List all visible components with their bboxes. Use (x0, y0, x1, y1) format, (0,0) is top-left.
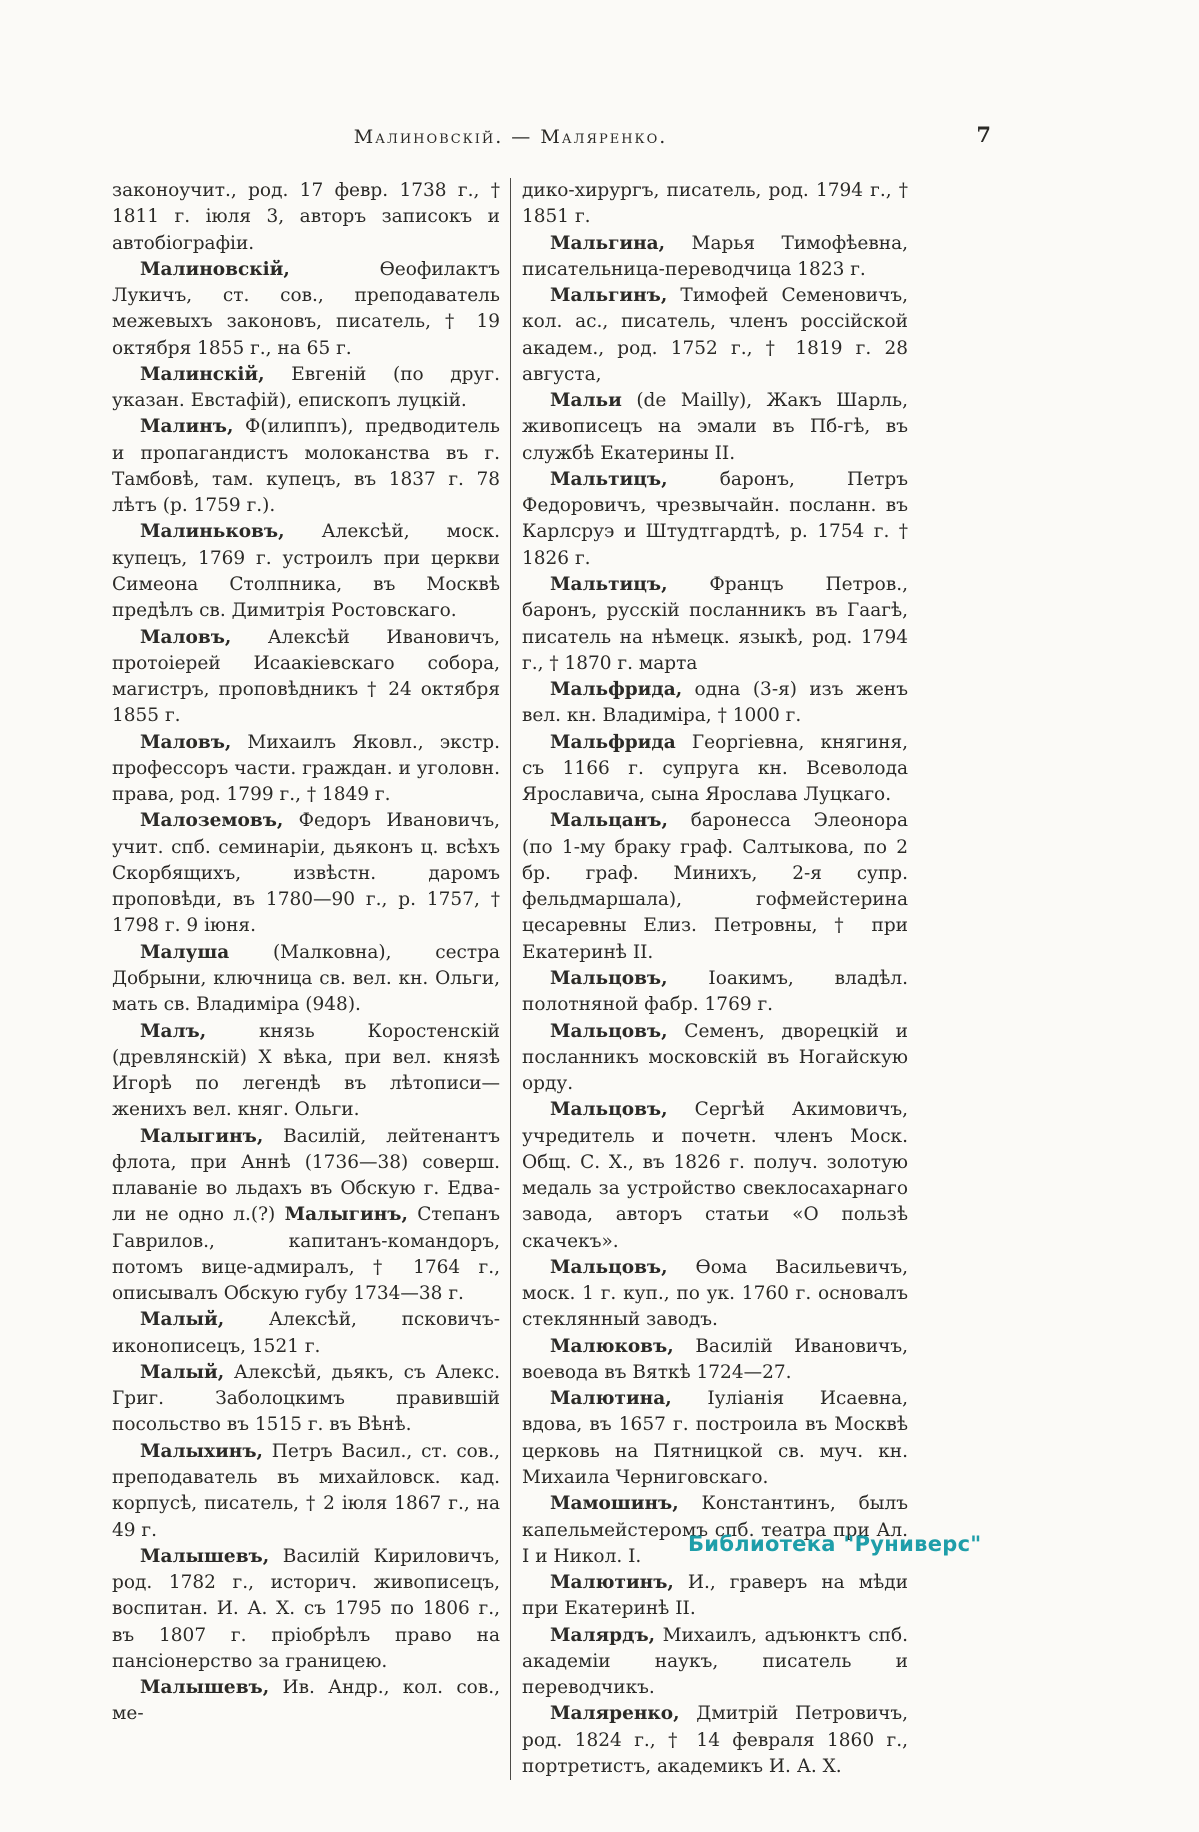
dictionary-entry (522, 467, 908, 572)
entry-text: Алексѣй, дьякъ, съ Алекс. Григ. Заболоцкимъ правившій посольство въ 1515 г. въ Вѣнѣ. (112, 1361, 500, 1436)
dictionary-entry (112, 519, 500, 624)
entry-name: Малыгинъ, (284, 1204, 408, 1226)
entry-text: Евгеній (по друг. указан. Евстафій), епископъ луцкій. (112, 363, 500, 412)
dictionary-entry (522, 1334, 908, 1387)
page-number: 7 (976, 122, 991, 147)
dictionary-entry (522, 1623, 908, 1702)
entry-name: Маляренко, (550, 1703, 680, 1725)
entry-text: баронесса Элеонора (по 1-му браку граф. Салтыкова, по 2 бр. граф. Минихъ, 2-я супр. фельдмаршала), гофмейстерина цесаревны Елиз. Петровны, † при Екатеринѣ II. (522, 810, 908, 963)
entry-name: Мальцовъ, (550, 1020, 668, 1042)
entry-text: одна (3-я) изъ женъ вел. кн. Владиміра, † 1000 г. (522, 679, 908, 727)
entry-name: Малышевъ, (140, 1677, 270, 1699)
library-watermark: Библиотека "Руниверс" (688, 1532, 982, 1556)
entry-name: Малютинъ, (550, 1572, 674, 1594)
running-head: Малиновскій. — Маляренко. (353, 126, 668, 148)
entry-name: Малышевъ, (140, 1545, 270, 1567)
entry-text: Сергѣй Акимовичъ, учредитель и почетн. членъ Моск. Общ. С. Х., въ 1826 г. получ. золотую медаль за устройство свеклосахарнаго завода, авторъ статьи «О пользѣ скачекъ». (522, 1099, 908, 1252)
dictionary-entry (522, 1701, 908, 1780)
entry-text: Дмитрій Петровичъ, род. 1824 г., † 14 февраля 1860 г., портретистъ, академикъ И. А. Х. (522, 1703, 908, 1777)
dictionary-entry (112, 940, 500, 1019)
entry-text: Іоакимъ, владѣл. полотняной фабр. 1769 г. (522, 967, 908, 1016)
dictionary-entry (522, 966, 908, 1019)
dictionary-entry (522, 1386, 908, 1491)
dictionary-entry (522, 1570, 908, 1623)
dictionary-entry (112, 1124, 500, 1308)
entry-name: Мальфрида (550, 731, 676, 753)
dictionary-entry (112, 625, 500, 730)
entry-text: Ѳеофилактъ Лукичъ, ст. сов., преподаватель межевыхъ законовъ, писатель, † 19 октября 1855 г., на 65 г. (112, 258, 500, 359)
entry-name: Малыгинъ, (140, 1125, 264, 1147)
entry-text: Степанъ Гаврилов., капитанъ-командоръ, потомъ вице-адмиралъ, † 1764 г., описывалъ Обскую губу 1734—38 г. (112, 1204, 500, 1305)
entry-name: Мамошинъ, (550, 1493, 679, 1515)
entry-name: Малютина, (550, 1388, 672, 1410)
entry-text: Петръ Васил., ст. сов., преподаватель въ михайловск. кад. корпусѣ, писатель, † 2 іюля 1867 г., на 49 г. (112, 1440, 500, 1541)
entry-name: Маловъ, (140, 626, 232, 648)
dictionary-entry (522, 1097, 908, 1255)
entry-name: Малыхинъ, (140, 1440, 263, 1462)
entry-name: Маловъ, (140, 731, 232, 753)
entry-text: И., граверъ на мѣди при Екатеринѣ II. (522, 1572, 908, 1620)
entry-text: Василій Ивановичъ, воевода въ Вяткѣ 1724—27. (522, 1335, 908, 1383)
dictionary-entry (522, 231, 908, 284)
entry-text: Михаилъ, адъюнктъ спб. академіи наукъ, писатель и переводчикъ. (522, 1624, 908, 1699)
entry-name: Мальцовъ, (550, 967, 668, 989)
entry-text: Ф(илиппъ), предводитель и пропагандистъ молоканства въ г. Тамбовѣ, там. купецъ, въ 1837 г. 78 лѣтъ (р. 1759 г.). (112, 416, 500, 517)
entry-name: Мальгина, (550, 232, 666, 254)
entry-name: Малуша (140, 941, 230, 963)
dictionary-entry (112, 1439, 500, 1544)
dictionary-entry (112, 1307, 500, 1360)
entry-name: Мальгинъ, (550, 285, 668, 307)
entry-name: Малюковъ, (550, 1335, 674, 1357)
entry-name: Малый, (140, 1309, 225, 1331)
entry-text: Ив. Андр., кол. сов., ме- (112, 1677, 500, 1725)
entry-text: законоучит., род. 17 февр. 1738 г., † 1811 г. іюля 3, авторъ записокъ и автобіографіи. (112, 180, 500, 254)
entry-name: Мальцанъ, (550, 810, 668, 832)
entry-text: Алексѣй, псковичъ-иконописецъ, 1521 г. (112, 1309, 500, 1357)
entry-name: Малъ, (140, 1020, 207, 1042)
entry-name: Малинскій, (140, 363, 265, 385)
entry-name: Мальи (550, 390, 622, 412)
entry-text: Михаилъ Яковл., экстр. профессоръ части. граждан. и уголовн. права, род. 1799 г., † 1849 г. (112, 731, 500, 806)
entry-text: Василій, лейтенантъ флота, при Аннѣ (1736—38) соверш. плаваніе во льдахъ въ Обскую г. Едва-ли не одно л.(?) (112, 1125, 500, 1226)
entry-text: Георгіевна, княгиня, съ 1166 г. супруга кн. Всеволода Ярославича, сына Ярослава Луцкаго. (522, 731, 908, 806)
dictionary-entry (112, 730, 500, 809)
entry-text: Марья Тимофѣевна, писательница-переводчица 1823 г. (522, 232, 908, 280)
dictionary-entry (522, 388, 908, 467)
entry-name: Малиновскій, (140, 258, 290, 280)
dictionary-entry (522, 808, 908, 966)
dictionary-entry (112, 1019, 500, 1124)
entry-name: Мальфрида, (550, 679, 683, 701)
dictionary-entry (522, 1019, 908, 1098)
dictionary-entry (522, 730, 908, 809)
dictionary-entry (522, 1255, 908, 1334)
dictionary-entry (522, 283, 908, 388)
entry-text: Тимофей Семеновичъ, кол. ас., писатель, членъ россійской академ., род. 1752 г., † 1819 г. 28 августа, (522, 285, 908, 385)
entry-name: Мальтицъ, (550, 573, 668, 595)
dictionary-entry (112, 1360, 500, 1439)
dictionary-entry (522, 572, 908, 677)
dictionary-entry (112, 1675, 500, 1728)
entry-name: Малинъ, (140, 416, 234, 438)
entry-text: Семенъ, дворецкій и посланникъ московскій въ Ногайскую орду. (522, 1020, 908, 1095)
entry-continuation (112, 178, 500, 257)
dictionary-entry (112, 414, 500, 519)
page-header (112, 122, 991, 154)
entry-text: Францъ Петров., баронъ, русскій посланникъ въ Гаагѣ, писатель на нѣмецк. языкѣ, род. 1794 г., † 1870 г. марта (522, 573, 908, 674)
entry-text: Іуліанія Исаевна, вдова, въ 1657 г. построила въ Москвѣ церковь на Пятницкой св. муч. кн. Михаила Черниговскаго. (522, 1388, 908, 1489)
dictionary-entry (522, 1491, 908, 1570)
entry-name: Малоземовъ, (140, 810, 284, 832)
entry-text: Федоръ Ивановичъ, учит. спб. семинаріи, дьяконъ ц. всѣхъ Скорбящихъ, извѣстн. даромъ проповѣди, въ 1780—90 г., р. 1757, † 1798 г. 9 іюня. (112, 810, 500, 937)
dictionary-entry (112, 257, 500, 362)
entry-name: Мальцовъ, (550, 1099, 668, 1121)
entry-continuation (522, 178, 908, 231)
entry-name: Малярдъ, (550, 1624, 656, 1646)
entry-name: Мальцовъ, (550, 1256, 668, 1278)
entry-text: (Малковна), сестра Добрыни, ключница св. вел. кн. Ольги, мать св. Владиміра (948). (112, 941, 500, 1016)
dictionary-entry (112, 1544, 500, 1675)
dictionary-entry (112, 362, 500, 415)
entry-name: Мальтицъ, (550, 468, 668, 490)
entry-text: Василій Кириловичъ, род. 1782 г., историч. живописецъ, воспитан. И. А. Х. съ 1795 по 1806 г., въ 1807 г. пріобрѣлъ право на пансіонерство за границею. (112, 1545, 500, 1672)
dictionary-entry (112, 808, 500, 939)
entry-text: Алексѣй, моск. купецъ, 1769 г. устроилъ при церкви Симеона Столпника, въ Москвѣ предѣлъ св. Димитрія Ростовскаго. (112, 521, 500, 622)
entry-text: Ѳома Васильевичъ, моск. 1 г. куп., по ук. 1760 г. основалъ стеклянный заводъ. (522, 1256, 908, 1331)
dictionary-entry (522, 677, 908, 730)
entry-text: дико-хирургъ, писатель, род. 1794 г., † 1851 г. (522, 180, 908, 228)
entry-text: князь Коростенскій (древлянскій) X вѣка, при вел. князѣ Игорѣ по легендѣ въ лѣтописи—женихъ вел. княг. Ольги. (112, 1020, 500, 1121)
entry-text: Алексѣй Ивановичъ, протоіерей Исаакіевскаго собора, магистръ, проповѣдникъ † 24 октября 1855 г. (112, 626, 500, 727)
entry-text: баронъ, Петръ Федоровичъ, чрезвычайн. посланн. въ Карлсруэ и Штудтгардтѣ, р. 1754 г. † 1826 г. (522, 468, 908, 569)
entry-name: Малиньковъ, (140, 521, 285, 543)
entry-name: Малый, (140, 1361, 225, 1383)
entry-text: Константинъ, былъ капельмейстеромъ спб. театра при Ал. I и Никол. I. (522, 1493, 908, 1567)
entry-text: (de Mailly), Жакъ Шарль, живописецъ на эмали въ Пб-гѣ, въ службѣ Екатерины II. (522, 390, 908, 464)
left-column (112, 178, 510, 1780)
